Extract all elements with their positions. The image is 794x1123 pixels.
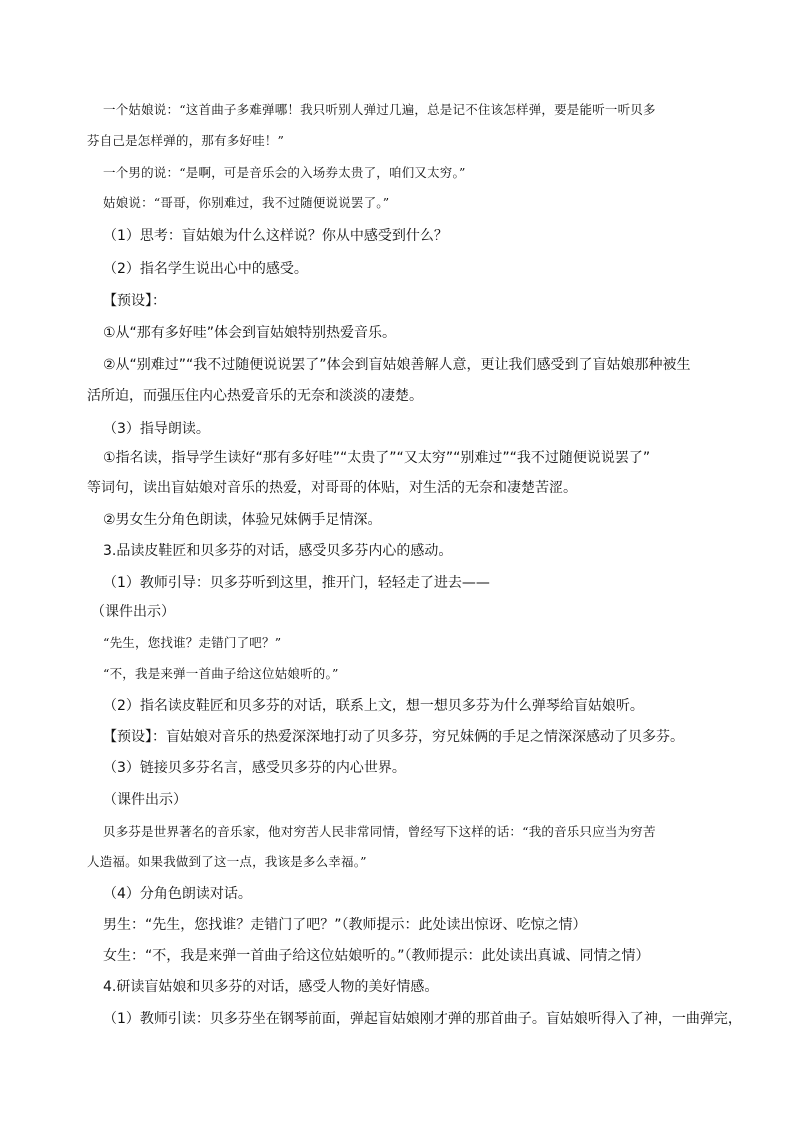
text-line: （2）指名学生说出心中的感受。 bbox=[103, 261, 308, 277]
text-line: 人造福。如果我做到了这一点，我该是多么幸福。” bbox=[87, 854, 367, 869]
text-line: 活所迫，而强压住内心热爱音乐的无奈和淡淡的凄楚。 bbox=[87, 388, 423, 404]
text-line: 3.品读皮鞋匠和贝多芬的对话，感受贝多芬内心的感动。 bbox=[103, 543, 453, 559]
text-line: （3）链接贝多芬名言，感受贝多芬的内心世界。 bbox=[103, 760, 406, 776]
text-line: （1）教师引导：贝多芬听到这里，推开门，轻轻走了进去—— bbox=[103, 575, 490, 591]
text-line: 姑娘说：“哥哥，你别难过，我不过随便说说罢了。” bbox=[103, 195, 390, 210]
text-line: （1）教师引读：贝多芬坐在钢琴前面，弹起盲姑娘刚才弹的那首曲子。盲姑娘听得入了神，一曲弹完， bbox=[103, 1011, 742, 1027]
text-line: （课件出示） bbox=[91, 604, 175, 620]
text-line: “不，我是来弹一首曲子给这位姑娘听的。” bbox=[103, 666, 339, 681]
text-line: ①指名读，指导学生读好“那有多好哇”“太贵了”“又太穷”“别难过”“我不过随便说说罢了” bbox=[103, 450, 651, 466]
text-line: （3）指导朗读。 bbox=[103, 421, 210, 437]
text-line: ②男女生分角色朗读，体验兄妹俩手足情深。 bbox=[103, 512, 382, 528]
text-line: 贝多芬是世界著名的音乐家，他对穷苦人民非常同情，曾经写下这样的话：“我的音乐只应当为穷苦 bbox=[103, 824, 656, 839]
text-line: （课件出示） bbox=[103, 792, 187, 808]
text-line: ①从“那有多好哇”体会到盲姑娘特别热爱音乐。 bbox=[103, 325, 397, 341]
text-line: 女生：“不，我是来弹一首曲子给这位姑娘听的。”（教师提示：此处读出真诚、同情之情） bbox=[103, 948, 650, 964]
text-line: （2）指名读皮鞋匠和贝多芬的对话，联系上文，想一想贝多芬为什么弹琴给盲姑娘听。 bbox=[103, 698, 644, 714]
text-line: 4.研读盲姑娘和贝多芬的对话，感受人物的美好情感。 bbox=[103, 979, 439, 995]
text-line: “先生，您找谁？走错门了吧？” bbox=[103, 635, 282, 650]
text-line: 男生：“先生，您找谁？走错门了吧？”（教师提示：此处读出惊讶、吃惊之情） bbox=[103, 917, 587, 933]
text-line: 芬自己是怎样弹的，那有多好哇！” bbox=[87, 133, 285, 148]
text-line: 等词句，读出盲姑娘对音乐的热爱，对哥哥的体贴，对生活的无奈和凄楚苦涩。 bbox=[87, 480, 577, 496]
text-line: ②从“别难过”“我不过随便说说罢了”体会到盲姑娘善解人意，更让我们感受到了盲姑娘那种被生 bbox=[103, 357, 691, 373]
text-line: （4）分角色朗读对话。 bbox=[103, 886, 252, 902]
text-line: （1）思考：盲姑娘为什么这样说？你从中感受到什么？ bbox=[103, 228, 448, 244]
text-line: 一个男的说：“是啊，可是音乐会的入场券太贵了，咱们又太穷。” bbox=[103, 165, 466, 180]
text-line: 一个姑娘说：“这首曲子多难弹哪！我只听别人弹过几遍，总是记不住该怎样弹，要是能听一听贝多 bbox=[103, 102, 656, 117]
text-line: 【预设】： bbox=[103, 293, 166, 309]
text-line: 【预设】：盲姑娘对音乐的热爱深深地打动了贝多芬，穷兄妹俩的手足之情深深感动了贝多芬。 bbox=[103, 729, 684, 745]
